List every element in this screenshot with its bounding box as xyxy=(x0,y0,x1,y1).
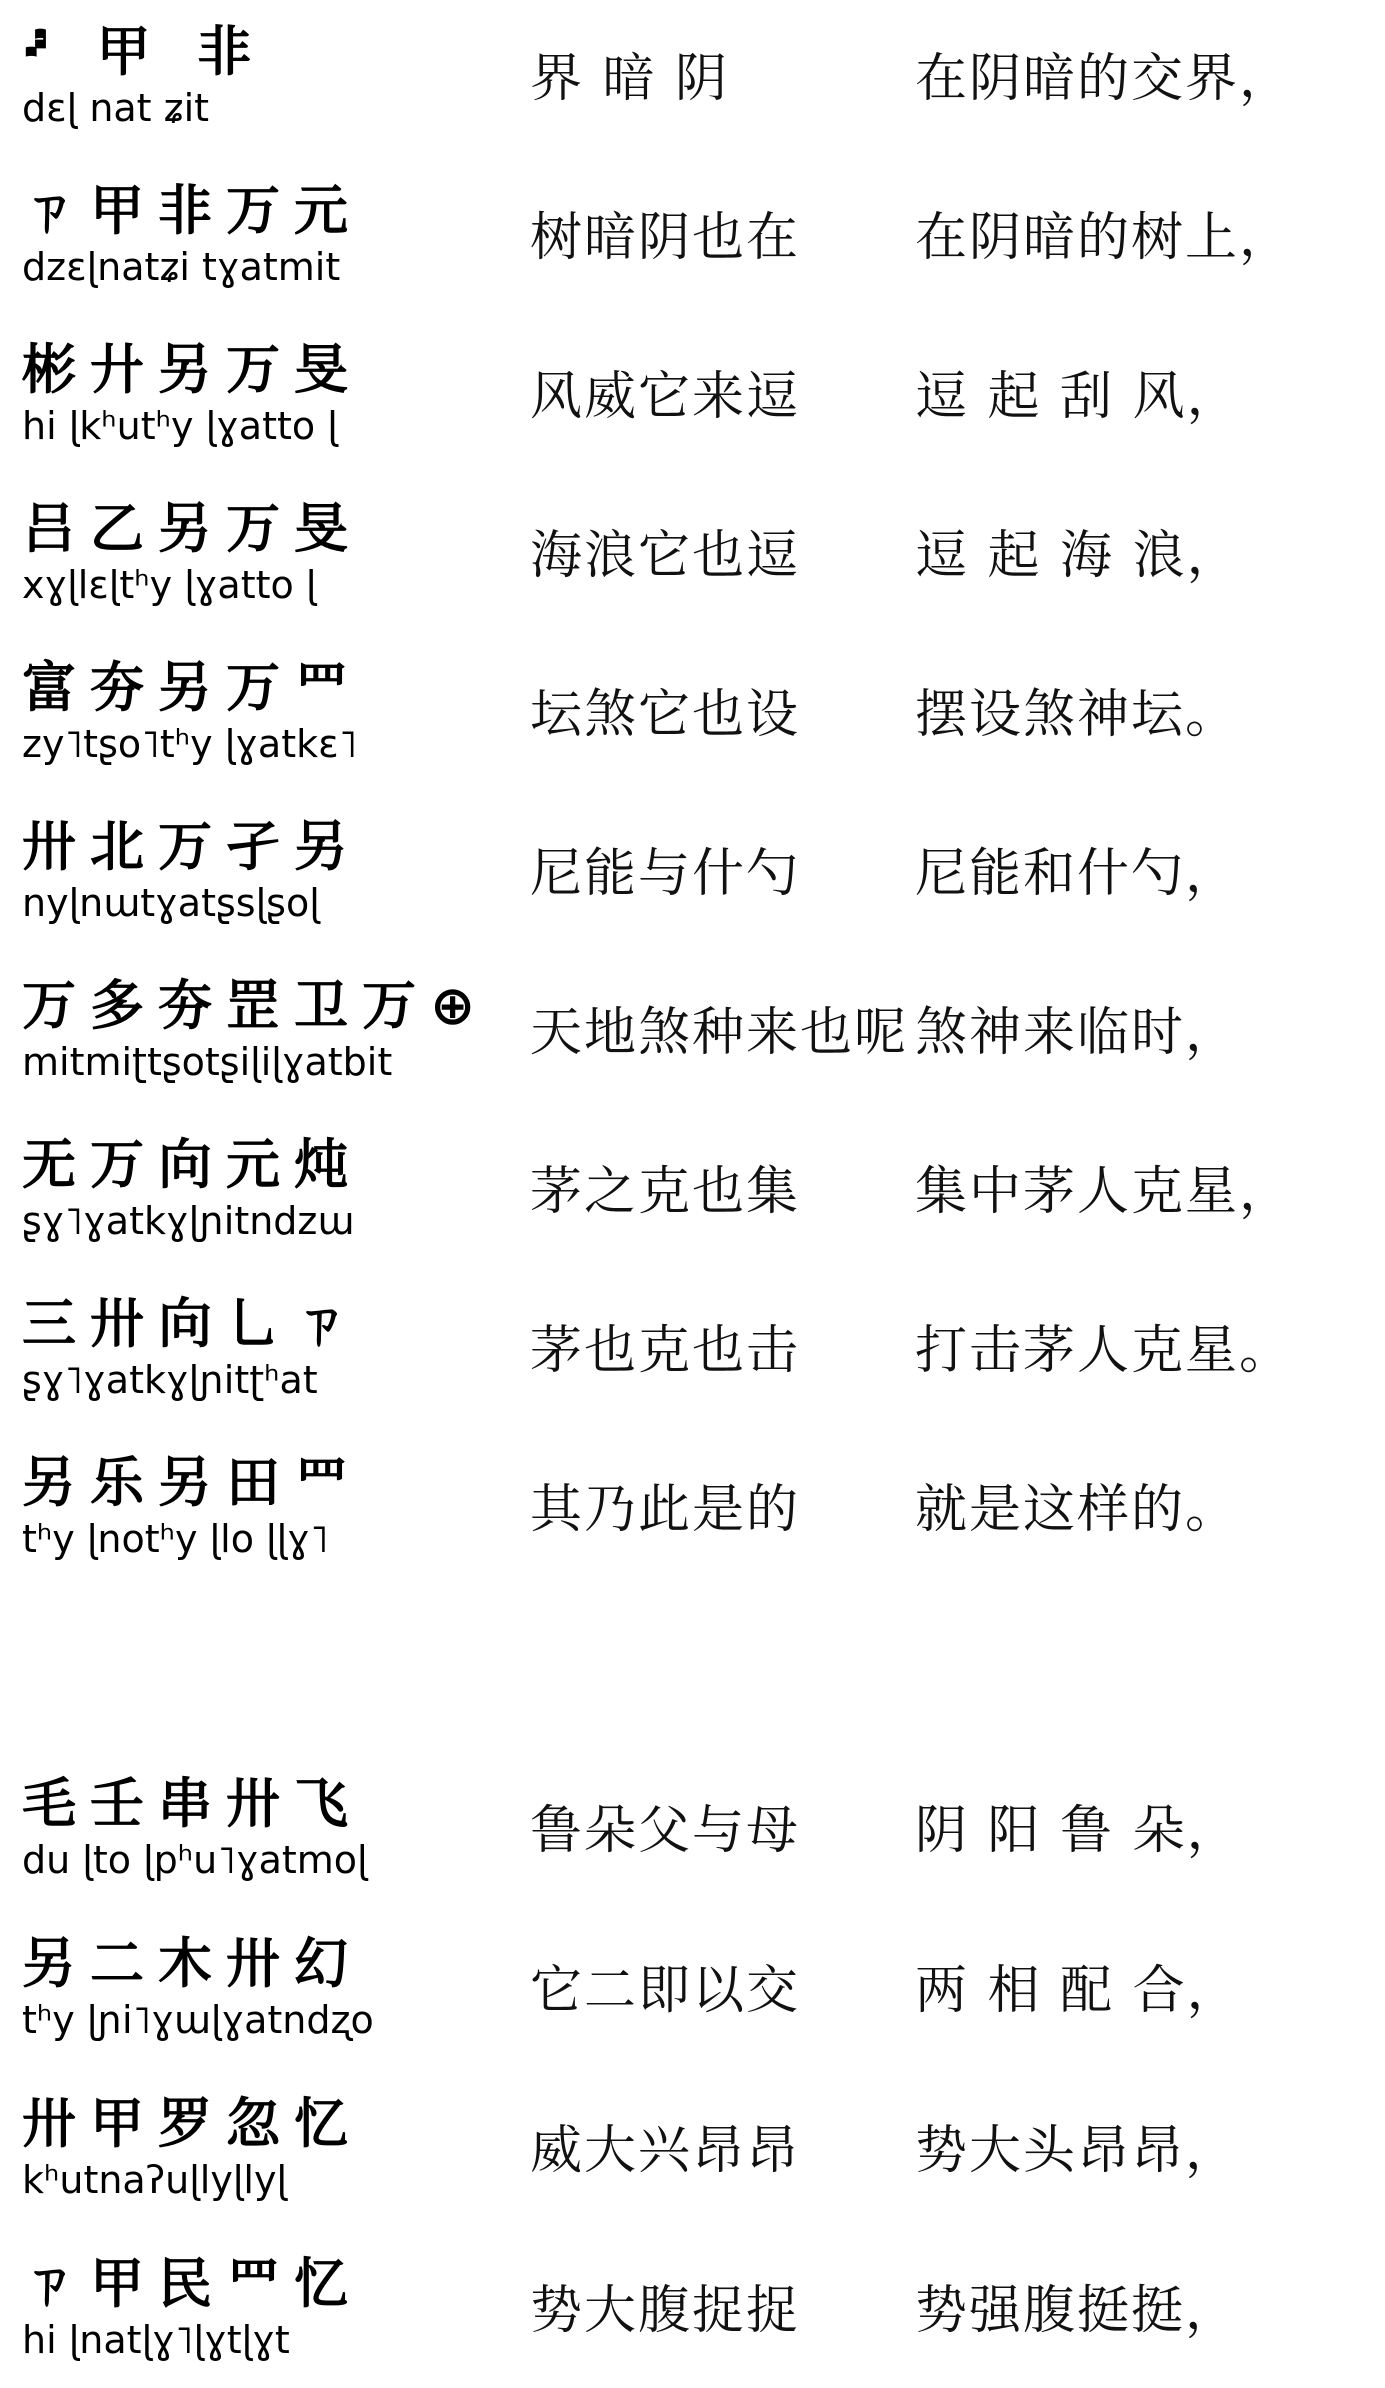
phonetic-line: tʰy ɭnotʰy ɭlo ɭɭɣ˥ xyxy=(22,1517,329,1561)
dongba-glyphs: 吕乙另万旻 xyxy=(22,497,362,560)
free-translation: 打击茅人克星。 xyxy=(915,1321,1294,1381)
dongba-glyphs: ㄗ甲民罒忆 xyxy=(22,2252,362,2315)
literal-translation: 威大兴昂昂 xyxy=(530,2121,801,2181)
verse-row xyxy=(0,2072,1385,2222)
free-translation: 逗 起 海 浪， xyxy=(915,526,1241,586)
free-translation: 两 相 配 合， xyxy=(915,1961,1241,2021)
phonetic-line: dɛɭ nat ʑit xyxy=(22,86,210,130)
literal-translation: 它二即以交 xyxy=(530,1961,801,2021)
dongba-glyphs: 𝇖 甲 非 xyxy=(22,20,266,83)
literal-translation: 天地煞种来也呢 xyxy=(530,1003,909,1063)
literal-translation: 坛煞它也设 xyxy=(530,685,801,745)
free-translation: 在阴暗的树上， xyxy=(915,208,1294,268)
dongba-glyphs: 卅甲罗忽忆 xyxy=(22,2092,362,2155)
phonetic-line: hi ɭkʰutʰy ɭɣatto ɭ xyxy=(22,404,338,448)
free-translation: 势强腹挺挺， xyxy=(915,2281,1240,2341)
phonetic-line: kʰutnaʔuɭlyɭlyɭ xyxy=(22,2158,288,2202)
phonetic-line: dzɛɭnatʑi tɣatmit xyxy=(22,245,341,289)
phonetic-line: mitmiʈtʂotʂiɭiɭɣatbit xyxy=(22,1040,393,1084)
free-translation: 摆设煞神坛。 xyxy=(915,685,1240,745)
verse-row xyxy=(0,1912,1385,2062)
dongba-glyphs: 毛壬串卅飞 xyxy=(22,1772,362,1835)
verse-row xyxy=(0,2232,1385,2382)
verse-row xyxy=(0,795,1385,945)
verse-row xyxy=(0,1431,1385,1581)
literal-translation: 鲁朵父与母 xyxy=(530,1801,801,1861)
literal-translation: 势大腹捉捉 xyxy=(530,2281,801,2341)
phonetic-line: nyɭnɯtɣatʂsɭʂoɭ xyxy=(22,881,320,925)
free-translation: 在阴暗的交界， xyxy=(915,49,1294,109)
verse-row xyxy=(0,1113,1385,1263)
verse-row xyxy=(0,1272,1385,1422)
dongba-glyphs: 富夯另万罒 xyxy=(22,656,362,719)
verse-row xyxy=(0,318,1385,468)
literal-translation: 界 暗 阴 xyxy=(530,49,730,109)
free-translation: 阴 阳 鲁 朵， xyxy=(915,1801,1241,1861)
literal-translation: 尼能与什勺 xyxy=(530,844,801,904)
verse-row xyxy=(0,636,1385,786)
literal-translation: 茅也克也击 xyxy=(530,1321,801,1381)
dongba-glyphs: 三卅向乚ㄗ xyxy=(22,1292,362,1355)
literal-translation: 海浪它也逗 xyxy=(530,526,801,586)
literal-translation: 树暗阴也在 xyxy=(530,208,801,268)
literal-translation: 茅之克也集 xyxy=(530,1162,801,1222)
phonetic-line: ʂɣ˥ɣatkɣɭɲitndzɯ xyxy=(22,1199,355,1243)
verse-row xyxy=(0,1752,1385,1902)
free-translation: 尼能和什勺， xyxy=(915,844,1240,904)
phonetic-line: xɣɭlɛɭtʰy ɭɣatto ɭ xyxy=(22,563,317,607)
literal-translation: 风威它来逗 xyxy=(530,367,801,427)
dongba-glyphs: 无万向元炖 xyxy=(22,1133,362,1196)
phonetic-line: zy˥tʂo˥tʰy ɭɣatkɛ˥ xyxy=(22,722,358,766)
verse-row xyxy=(0,159,1385,309)
phonetic-line: tʰy ɭɲi˥ɣɯɭɣatndʐo xyxy=(22,1998,374,2042)
free-translation: 煞神来临时， xyxy=(915,1003,1240,1063)
literal-translation: 其乃此是的 xyxy=(530,1480,801,1540)
phonetic-line: ʂɣ˥ɣatkɣɭɲitʈʰat xyxy=(22,1358,318,1402)
phonetic-line: du ɭto ɭpʰu˥ɣatmoɭ xyxy=(22,1838,368,1882)
free-translation: 就是这样的。 xyxy=(915,1480,1240,1540)
dongba-glyphs: ㄗ甲非万元 xyxy=(22,179,362,242)
verse-row xyxy=(0,0,1385,150)
verse-row xyxy=(0,954,1385,1104)
phonetic-line: hi ɭnatɭɣ˥ɭɣtɭɣt xyxy=(22,2318,290,2362)
free-translation: 集中茅人克星， xyxy=(915,1162,1294,1222)
dongba-glyphs: 彬廾另万旻 xyxy=(22,338,362,401)
free-translation: 逗 起 刮 风， xyxy=(915,367,1241,427)
dongba-glyphs: 卅北万孑另 xyxy=(22,815,362,878)
free-translation: 势大头昂昂， xyxy=(915,2121,1240,2181)
dongba-glyphs: 万多夯罡卫万⊕ xyxy=(22,974,490,1037)
dongba-glyphs: 另乐另田罒 xyxy=(22,1451,362,1514)
verse-row xyxy=(0,477,1385,627)
dongba-glyphs: 另二木卅幻 xyxy=(22,1932,362,1995)
